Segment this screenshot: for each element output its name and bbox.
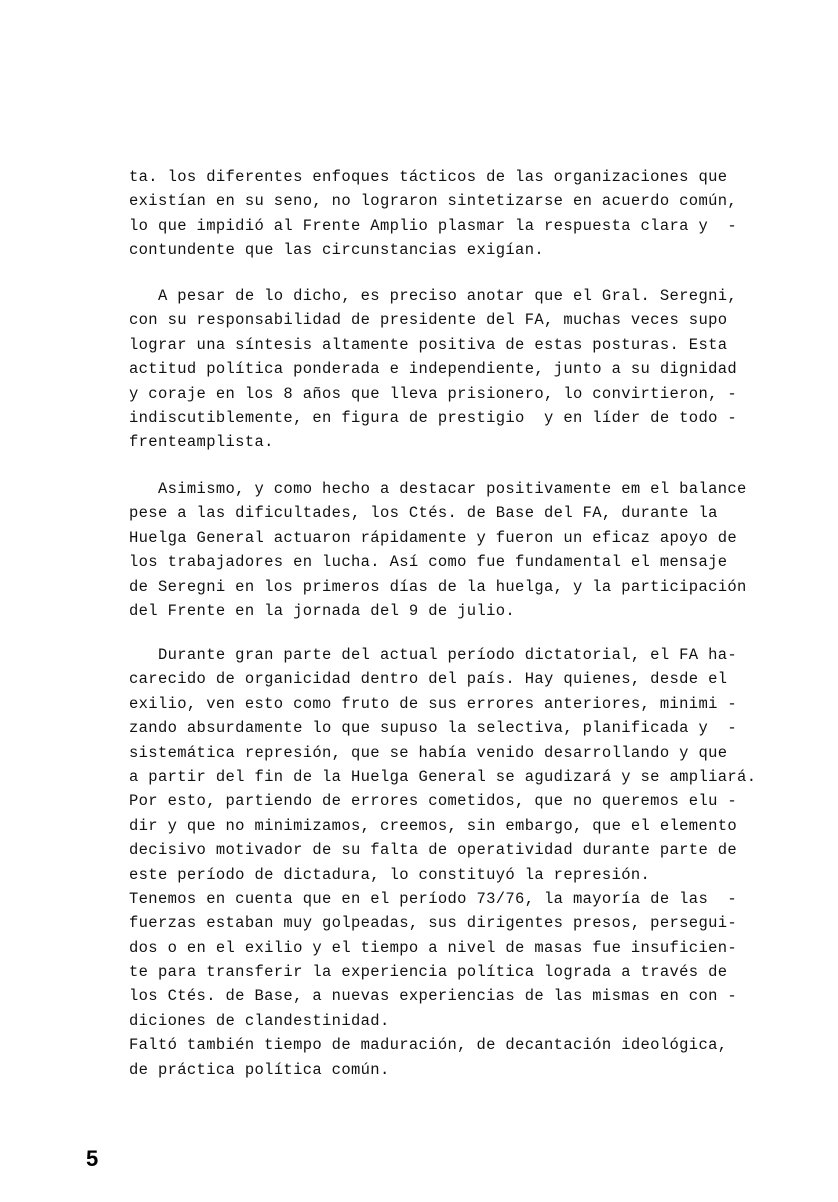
text-line: Por esto, partiendo de errores cometidos, que no queremos elu -	[129, 792, 738, 811]
text-line: fuerzas estaban muy golpeadas, sus dirigentes presos, persegui-	[129, 914, 738, 933]
text-line: ta. los diferentes enfoques tácticos de las organizaciones que	[129, 168, 728, 186]
paragraph-1	[129, 165, 741, 263]
text-line: y coraje en los 8 años que lleva prisionero, lo convirtieron, -	[129, 384, 738, 403]
text-line: carecido de organicidad dentro del país. Hay quienes, desde el	[129, 670, 728, 689]
text-line: te para transferir la experiencia política lograda a través de	[129, 963, 728, 982]
text-line: A pesar de lo dicho, es preciso anotar que el Gral. Seregni,	[129, 287, 738, 305]
text-line: los Ctés. de Base, a nuevas experiencias de las mismas en con -	[129, 987, 738, 1006]
text-line: dos o en el exilio y el tiempo a nivel de masas fue insuficien-	[129, 938, 738, 957]
text-line: sistemática represión, que se había venido desarrollando y que	[129, 743, 728, 762]
text-line: decisivo motivador de su falta de operatividad durante parte de	[129, 841, 738, 860]
text-line: zando absurdamente lo que supuso la selectiva, planificada y -	[129, 719, 738, 738]
text-line: con su responsabilidad de presidente del FA, muchas veces supo	[129, 311, 728, 330]
text-line: dir y que no minimizamos, creemos, sin embargo, que el elemento	[129, 816, 738, 835]
text-line: exilio, ven esto como fruto de sus errores anteriores, minimi -	[129, 694, 738, 713]
text-line: los trabajadores en lucha. Así como fue fundamental el mensaje	[129, 553, 728, 572]
text-line: del Frente en la jornada del 9 de julio.	[129, 601, 516, 620]
text-line: diciones de clandestinidad.	[129, 1011, 390, 1030]
text-line: actitud política ponderada e independiente, junto a su dignidad	[129, 360, 738, 379]
text-line: pese a las dificultades, los Ctés. de Base del FA, durante la	[129, 504, 718, 523]
text-line: Tenemos en cuenta que en el período 73/76, la mayoría de las -	[129, 889, 738, 908]
text-line: Asimismo, y como hecho a destacar positivamente em el balance	[129, 480, 747, 498]
text-line: lograr una síntesis altamente positiva de estas posturas. Esta	[129, 335, 728, 354]
text-line: este período de dictadura, lo constituyó la represión.	[129, 865, 651, 884]
text-line: existían en su seno, no lograron sintetizarse en acuerdo común,	[129, 192, 738, 211]
text-line: contundente que las circunstancias exigían.	[129, 241, 545, 260]
paragraph-3	[129, 477, 747, 623]
page-number: 5	[86, 1146, 99, 1171]
text-line: Durante gran parte del actual período dictatorial, el FA ha-	[129, 646, 738, 664]
paragraph-2	[129, 284, 741, 455]
text-line: de práctica política común.	[129, 1060, 390, 1079]
paragraph-4	[129, 643, 757, 1082]
text-line: Huelga General actuaron rápidamente y fueron un eficaz apoyo de	[129, 528, 738, 547]
text-line: a partir del fin de la Huelga General se agudizará y se ampliará.	[129, 767, 757, 786]
text-line: lo que impidió al Frente Amplio plasmar la respuesta clara y -	[129, 216, 738, 235]
text-line: indiscutiblemente, en figura de prestigio y en líder de todo -	[129, 408, 738, 427]
text-line: frenteamplista.	[129, 433, 274, 452]
text-line: Faltó también tiempo de maduración, de decantación ideológica,	[129, 1036, 728, 1055]
text-line: de Seregni en los primeros días de la huelga, y la participación	[129, 577, 747, 596]
